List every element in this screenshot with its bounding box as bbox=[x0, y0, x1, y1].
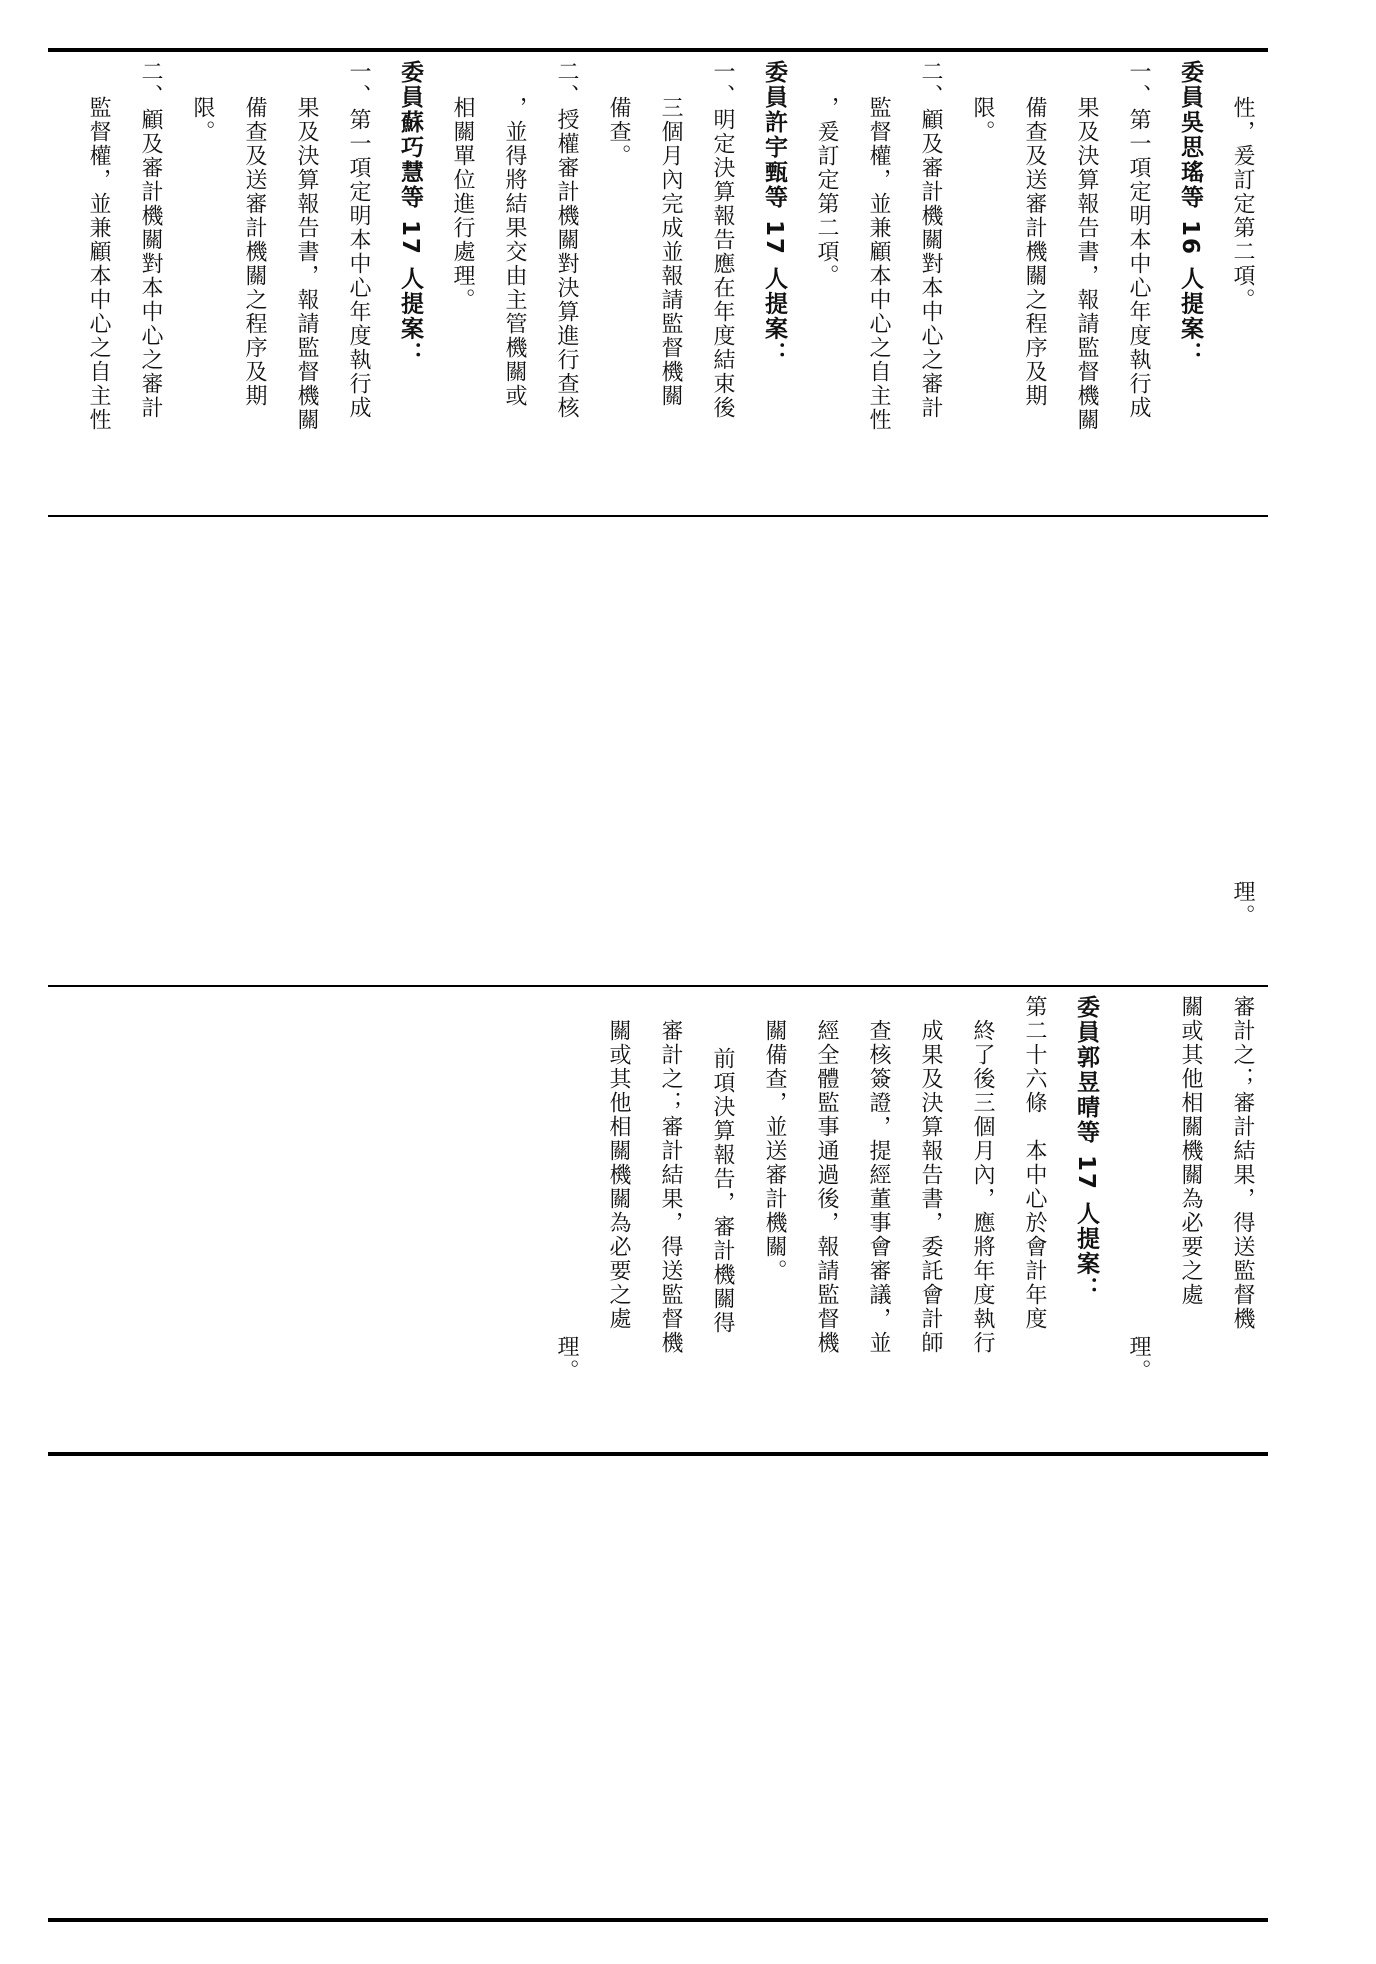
text-line: 經全體監事通過後，報請監督機 bbox=[814, 1019, 839, 1355]
text-line: 理。 bbox=[1230, 880, 1255, 928]
bottom-cell bbox=[60, 995, 1268, 1443]
text-line: 一、第一項定明本中心年度執行成 bbox=[1126, 60, 1151, 420]
proposal-heading: 委員蘇巧慧等 17 人提案： bbox=[397, 60, 423, 367]
text-line: 第二十六條 本中心於會計年度 bbox=[1022, 995, 1047, 1331]
proposal-heading: 委員許宇甄等 17 人提案： bbox=[761, 60, 787, 367]
row-divider-1 bbox=[48, 515, 1268, 517]
text-line: 二、顧及審計機關對本中心之審計 bbox=[918, 60, 943, 420]
table-top-border bbox=[48, 48, 1268, 52]
text-line: ，爰訂定第二項。 bbox=[814, 96, 839, 288]
text-line: 二、授權審計機關對決算進行查核 bbox=[554, 60, 579, 420]
table-bottom-border bbox=[48, 1918, 1268, 1922]
text-line: 相關單位進行處理。 bbox=[450, 96, 475, 312]
text-line: 備查及送審計機關之程序及期 bbox=[242, 96, 267, 408]
text-line: 果及決算報告書，報請監督機關 bbox=[294, 96, 319, 432]
text-line: 三個月內完成並報請監督機關 bbox=[658, 96, 683, 408]
middle-cell bbox=[60, 525, 1268, 975]
text-line: 關備查，並送審計機關。 bbox=[762, 1019, 787, 1283]
text-line: 二、顧及審計機關對本中心之審計 bbox=[138, 60, 163, 420]
text-line: ，並得將結果交由主管機關或 bbox=[502, 96, 527, 408]
text-line: 關或其他相關機關為必要之處 bbox=[1178, 995, 1203, 1307]
text-line: 理。 bbox=[1126, 1335, 1151, 1383]
text-line: 終了後三個月內，應將年度執行 bbox=[970, 1019, 995, 1355]
text-line: 果及決算報告書，報請監督機關 bbox=[1074, 96, 1099, 432]
text-line: 理。 bbox=[554, 1335, 579, 1383]
text-line: 性，爰訂定第二項。 bbox=[1230, 96, 1255, 312]
text-line: 審計之；審計結果，得送監督機 bbox=[1230, 995, 1255, 1331]
text-line: 監督權，並兼顧本中心之自主性 bbox=[866, 96, 891, 432]
top-cell bbox=[60, 60, 1268, 505]
text-line: 一、第一項定明本中心年度執行成 bbox=[346, 60, 371, 420]
text-line: 審計之；審計結果，得送監督機 bbox=[658, 1019, 683, 1355]
text-line: 監督權，並兼顧本中心之自主性 bbox=[86, 96, 111, 432]
text-line: 備查。 bbox=[606, 96, 631, 168]
text-line: 成果及決算報告書，委託會計師 bbox=[918, 1019, 943, 1355]
proposal-heading: 委員吳思瑤等 16 人提案： bbox=[1177, 60, 1203, 367]
text-line: 查核簽證，提經董事會審議，並 bbox=[866, 1019, 891, 1355]
row-divider-2 bbox=[48, 985, 1268, 987]
text-line: 前項決算報告，審計機關得 bbox=[710, 1047, 735, 1335]
text-line: 限。 bbox=[190, 96, 215, 144]
text-line: 備查及送審計機關之程序及期 bbox=[1022, 96, 1047, 408]
proposal-heading: 委員郭昱晴等 17 人提案： bbox=[1073, 995, 1099, 1302]
text-line: 一、明定決算報告應在年度結束後 bbox=[710, 60, 735, 420]
row-divider-3 bbox=[48, 1452, 1268, 1456]
text-line: 限。 bbox=[970, 96, 995, 144]
text-line: 關或其他相關機關為必要之處 bbox=[606, 1019, 631, 1331]
